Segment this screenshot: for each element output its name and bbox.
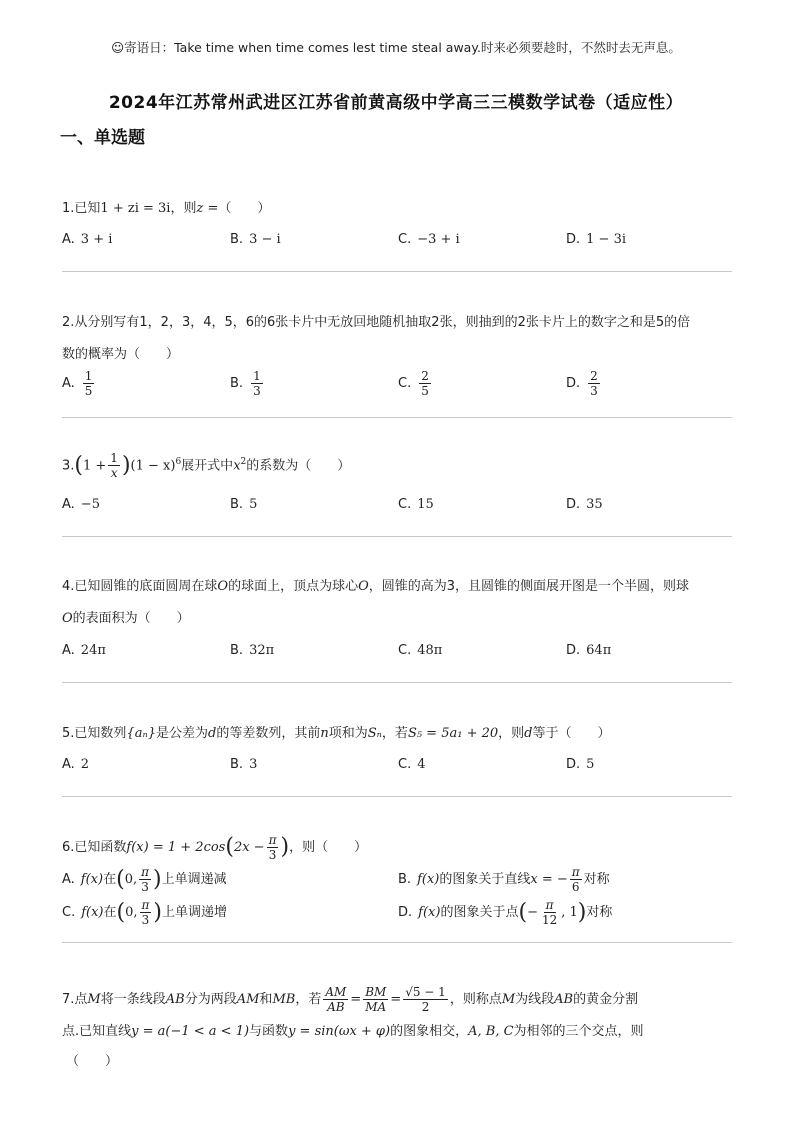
q5-option-d[interactable]: D. 5 (566, 757, 595, 772)
page-title: 2024年江苏常州武进区江苏省前黄高级中学高三三模数学试卷（适应性） (108, 93, 684, 113)
q4-option-c[interactable]: C. 48π (398, 643, 443, 658)
q2-option-c[interactable]: C. $\frac{2}{5}$ (398, 369, 429, 398)
q4-option-b[interactable]: B. 32π (230, 643, 275, 658)
q6-option-a[interactable]: A. f(x)在(0, $\frac{\pi}{3}$ )上单调递减 (62, 865, 227, 894)
separator (62, 682, 732, 683)
q3-option-b[interactable]: B. 5 (230, 497, 258, 512)
question-7: 7.点M将一条线段AB分为两段AM和MB，若 $\frac{AM}{AB}$ = $\frac{BM}{MA}$ = $\frac{√5 - 1}{2}$ ，则称点M为线段AB的黄金分割 (62, 985, 639, 1014)
question-4: 4.已知圆锥的底面圆周在球O的球面上，顶点为球心O，圆锥的高为3，且圆锥的侧面展开图是一个半圆，则球 (62, 579, 690, 594)
question-1: 1.已知1 + zi = 3i，则z =（ ） (62, 201, 271, 216)
q6-option-d[interactable]: D. f(x)的图象关于点(− $\frac{\pi}{12}$ , 1)对称 (398, 898, 613, 927)
question-2: 2.从分别写有1，2，3，4，5，6的6张卡片中无放回地随机抽取2张，则抽到的2张卡片上的数字之和是5的倍 (62, 315, 691, 330)
q3-option-a[interactable]: A. −5 (62, 497, 100, 512)
q2-option-a[interactable]: A. $\frac{1}{5}$ (62, 369, 93, 398)
question-7-line-3: （ ） (66, 1054, 119, 1069)
motto: ☺寄语日：Take time when time comes lest time steal away.时来必须要趁时，不然时去无声息。 (111, 40, 681, 55)
q4-option-a[interactable]: A. 24π (62, 643, 106, 658)
q2-option-d[interactable]: D. $\frac{2}{3}$ (566, 369, 598, 398)
q2-option-b[interactable]: B. $\frac{1}{3}$ (230, 369, 261, 398)
q6-option-c[interactable]: C. f(x)在(0, $\frac{\pi}{3}$ )上单调递增 (62, 898, 228, 927)
separator (62, 417, 732, 418)
q5-option-a[interactable]: A. 2 (62, 757, 90, 772)
q4-option-d[interactable]: D. 64π (566, 643, 612, 658)
section-heading: 一、单选题 (60, 128, 145, 148)
question-6: 6.已知函数f(x) = 1 + 2cos(2x − $\frac{\pi}{3}$ )，则（ ） (62, 833, 368, 862)
separator (62, 796, 732, 797)
separator (62, 536, 732, 537)
question-7-line-2: 点.已知直线y = a(−1 < a < 1)与函数y = sin(ωx + φ)的图象相交，A, B, C为相邻的三个交点，则 (62, 1024, 644, 1039)
separator (62, 942, 732, 943)
q1-option-a[interactable]: A. 3 + i (62, 232, 113, 247)
q5-option-c[interactable]: C. 4 (398, 757, 426, 772)
question-5: 5.已知数列{aₙ}是公差为d的等差数列，其前n项和为Sₙ，若S₅ = 5a₁ + 20，则d等于（ ） (62, 726, 611, 741)
question-4-line-2: O的表面积为（ ） (62, 611, 190, 626)
q1-option-d[interactable]: D. 1 − 3i (566, 232, 627, 247)
question-3: 3.(1 + $\frac{1}{x}$ )$(1 - x)^6$展开式中$x^2$的系数为（ ） (62, 451, 351, 481)
q1-option-c[interactable]: C. −3 + i (398, 232, 460, 247)
separator (62, 271, 732, 272)
q3-option-c[interactable]: C. 15 (398, 497, 434, 512)
q6-option-b[interactable]: B. f(x)的图象关于直线x = − $\frac{\pi}{6}$ 对称 (398, 865, 610, 894)
q1-option-b[interactable]: B. 3 − i (230, 232, 281, 247)
q5-option-b[interactable]: B. 3 (230, 757, 258, 772)
question-2-line-2: 数的概率为（ ） (62, 347, 180, 362)
q3-option-d[interactable]: D. 35 (566, 497, 603, 512)
